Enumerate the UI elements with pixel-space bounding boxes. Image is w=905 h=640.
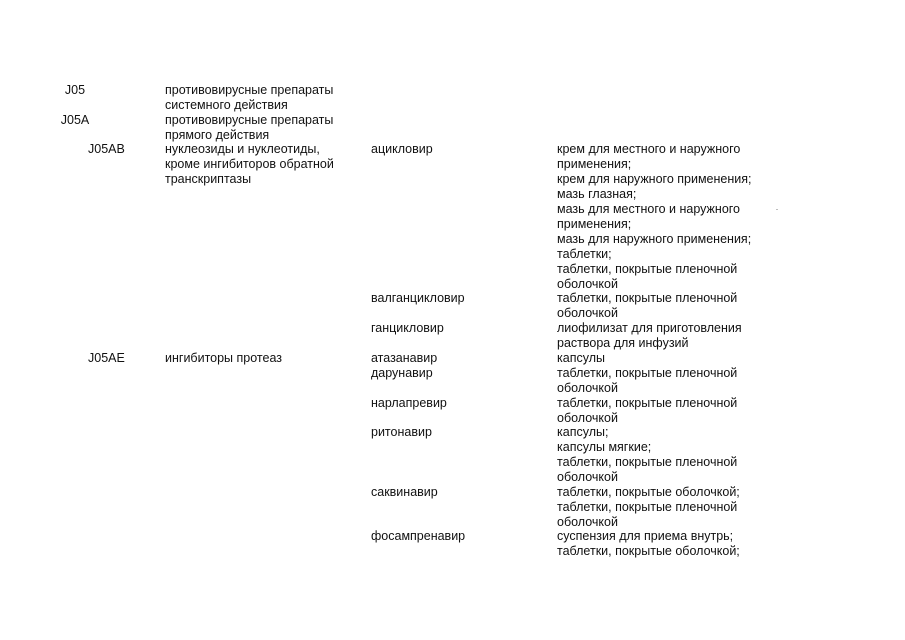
- drug-name: валганцикловир: [371, 291, 465, 305]
- dosage-form: суспензия для приема внутрь; таблетки, покрытые оболочкой;: [557, 529, 740, 558]
- atc-code: J05: [64, 83, 86, 97]
- pharmacological-group: противовирусные препараты прямого действия: [165, 113, 334, 142]
- drug-name: ритонавир: [371, 425, 432, 439]
- scan-speck: [776, 209, 778, 210]
- pharmacological-group: противовирусные препараты системного действия: [165, 83, 334, 112]
- drug-name: ганцикловир: [371, 321, 444, 335]
- dosage-form: капсулы; капсулы мягкие; таблетки, покрытые пленочной оболочкой: [557, 425, 738, 484]
- drug-name: нарлапревир: [371, 396, 447, 410]
- dosage-form: таблетки, покрытые оболочкой; таблетки, покрытые пленочной оболочкой: [557, 485, 740, 529]
- dosage-form: таблетки, покрытые пленочной оболочкой: [557, 396, 738, 425]
- drug-name: дарунавир: [371, 366, 433, 380]
- atc-code: J05AB: [88, 142, 125, 156]
- dosage-form: таблетки, покрытые пленочной оболочкой: [557, 291, 738, 320]
- dosage-form: лиофилизат для приготовления раствора для инфузий: [557, 321, 742, 350]
- dosage-form: таблетки, покрытые пленочной оболочкой: [557, 366, 738, 395]
- dosage-form: крем для местного и наружного применения; крем для наружного применения; мазь глазная; мазь для местного и наружного применения; мазь для наружного применения; таблетки; таблетки, покрытые пленочной оболочкой: [557, 142, 752, 291]
- atc-code: J05AE: [88, 351, 125, 365]
- drug-name: фосампренавир: [371, 529, 466, 543]
- dosage-form: капсулы: [557, 351, 605, 365]
- pharmacological-group: ингибиторы протеаз: [165, 351, 282, 365]
- drug-name: атазанавир: [371, 351, 438, 365]
- pharmacological-group: нуклеозиды и нуклеотиды, кроме ингибиторов обратной транскриптазы: [165, 142, 334, 186]
- drug-name: ацикловир: [371, 142, 433, 156]
- atc-code: J05A: [60, 113, 90, 127]
- drug-name: саквинавир: [371, 485, 438, 499]
